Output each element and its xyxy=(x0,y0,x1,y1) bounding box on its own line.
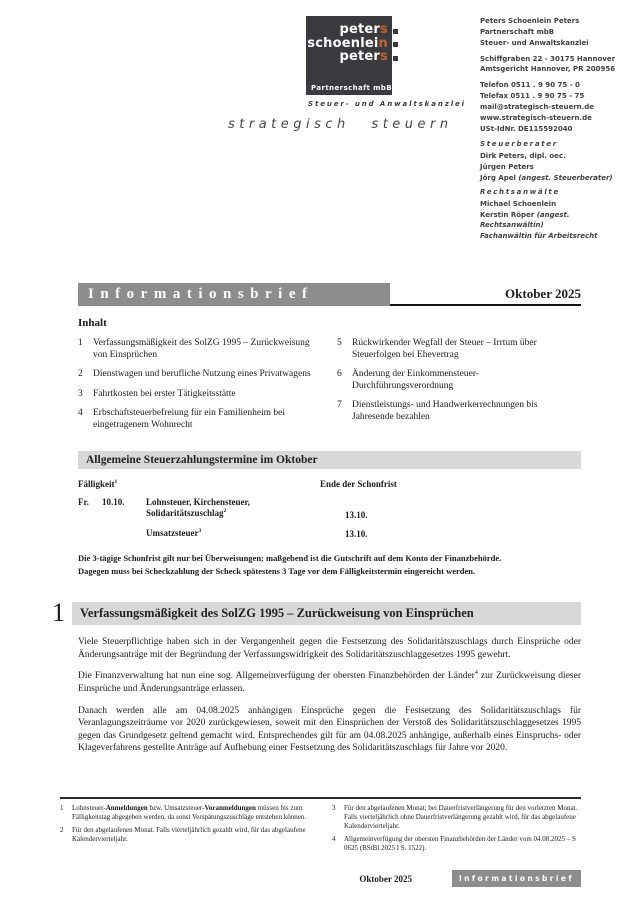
person-line: Fachanwältin für Arbeitsrecht xyxy=(480,232,598,241)
schedule-note-line: Die 3-tägige Schonfrist gilt nur bei Überweisungen; maßgebend ist die Gutschrift auf dem Konto der Finanzbehörde. xyxy=(78,552,502,563)
schedule-row xyxy=(78,497,581,520)
toc-column-left xyxy=(78,338,321,439)
logo-accent-letter: s xyxy=(380,49,388,64)
schedule-row xyxy=(78,528,581,539)
article-1-body xyxy=(78,636,581,764)
person-line: Kerstin Röper (angest. Rechtsanwältin) xyxy=(480,210,570,230)
schedule-due-date: 10.10. xyxy=(102,497,125,507)
logo-word: peter xyxy=(339,22,381,37)
footnotes-column-right xyxy=(332,804,580,857)
toc-item xyxy=(78,338,321,361)
article-number: 1 xyxy=(52,598,65,627)
tax-schedule-section xyxy=(78,451,581,577)
schedule-tax-line: Umsatzsteuer$^3$ xyxy=(146,527,202,538)
schedule-tax-line: Lohnsteuer, Kirchensteuer, xyxy=(146,497,250,507)
logo-accent-letter: n xyxy=(378,35,388,51)
footnote-text: Lohnsteuer-Anmeldungen bzw. Umsatzsteuer-Voranmeldungen müssen bis zum Fälligkeitstag abgegeben werden, da sonst Verspätungszuschläge entstehen können. xyxy=(72,804,307,822)
person-line: Dirk Peters, dipl. oec. xyxy=(480,152,566,161)
schedule-grace-date: 13.10. xyxy=(345,528,368,539)
logo-line-schoenlein xyxy=(307,37,388,51)
toc-item-text: Änderung der Einkommensteuer-Durchführungsverordnung xyxy=(352,369,479,391)
contact-comm-group xyxy=(480,80,630,134)
toc-item xyxy=(337,369,580,392)
schedule-col-header-end: Ende der Schonfrist xyxy=(320,479,397,489)
rechtsanwaelte-heading: Rechtsanwälte xyxy=(480,187,560,196)
toc-item-number: 3 xyxy=(78,388,83,399)
logo-wordmark xyxy=(307,23,388,64)
kanzlei-tagline: Steuer- und Anwaltskanzlei xyxy=(308,100,466,108)
logo-accent-letter: s xyxy=(380,22,388,37)
contact-fax: Telefax 0511 . 9 90 75 - 75 xyxy=(480,92,585,101)
schedule-note-line: Dagegen muss bei Scheckzahlung der Scheck spätestens 3 Tage vor dem Fälligkeitstermin eingereicht werden. xyxy=(78,565,476,576)
logo-word: schoenlei xyxy=(307,35,379,51)
schedule-grace-date: 13.10. xyxy=(345,509,368,520)
square-bullet-icon xyxy=(393,42,398,47)
contact-firm-type: Steuer- und Anwaltskanzlei xyxy=(480,38,589,47)
schedule-header-row xyxy=(78,479,581,489)
contact-firm-name: Peters Schoenlein Peters xyxy=(480,17,580,25)
toc-heading: Inhalt xyxy=(78,317,107,329)
contact-website: www.strategisch-steuern.de xyxy=(480,113,592,122)
firm-logo xyxy=(306,16,392,95)
footnote-item xyxy=(60,804,308,822)
footnote-number: 2 xyxy=(60,826,64,835)
footnote-number: 3 xyxy=(332,804,336,812)
toc-item-text: Erbschaftsteuerbefreiung für ein Familienheim bei eingetragenem Wohnrecht xyxy=(93,408,286,430)
contact-register: Amtsgericht Hannover, PR 200956 xyxy=(480,65,616,74)
page-footer xyxy=(78,870,581,887)
toc-item-number: 4 xyxy=(78,408,83,419)
firm-slogan: strategisch steuern xyxy=(228,117,453,132)
footnote-item xyxy=(332,835,580,853)
issue-date: Oktober 2025 xyxy=(390,286,581,306)
toc-item xyxy=(337,338,580,361)
article-paragraph: Die Finanzverwaltung hat nun eine sog. Allgemeinverfügung der obersten Finanzbehörden der Länder$^4$ zur Zurückweisung dieser Einsprüche und Änderungsanträge erlassen. xyxy=(78,670,581,694)
footnotes-block xyxy=(60,797,581,857)
newsletter-title: Informationsbrief xyxy=(78,283,390,306)
logo-line-peters-2 xyxy=(307,50,388,64)
person-line: Jürgen Peters xyxy=(480,163,534,172)
schedule-tax-names xyxy=(146,528,320,539)
footnote-text: Für den abgelaufenen Monat; bei Dauerfristverlängerung für den vorletzten Monat. Falls vierteljährlich ohne Dauerfristverlängerung gezahlt wird, für das abgelaufene Kalendervierteljahr. xyxy=(344,804,578,831)
square-bullet-icon xyxy=(393,29,398,34)
toc-item xyxy=(78,369,321,381)
schedule-due-date xyxy=(102,528,146,539)
person-line: Jörg Apel (angest. Steuerberater) xyxy=(480,173,613,182)
footnote-item xyxy=(332,804,580,831)
schedule-day: Fr. xyxy=(78,497,89,507)
contact-street: Schiffgraben 22 - 30175 Hannover xyxy=(480,54,616,63)
footnotes-column-left xyxy=(60,804,308,857)
toc-item xyxy=(337,400,580,423)
footnote-number: 1 xyxy=(60,804,64,812)
titlebar xyxy=(78,283,581,306)
square-bullet-icon xyxy=(393,56,398,61)
toc-item-number: 5 xyxy=(337,338,342,348)
article-title-band: Verfassungsmäßigkeit des SolZG 1995 – Zurückweisung von Einsprüchen xyxy=(72,602,581,625)
toc-item-text: Fahrtkosten bei erster Tätigkeitsstätte xyxy=(93,388,236,399)
toc-item-number: 1 xyxy=(78,338,83,348)
toc-item-text: Dienstwagen und berufliche Nutzung eines Privatwagens xyxy=(93,369,311,380)
toc-item-number: 7 xyxy=(337,400,342,411)
article-paragraph: Viele Steuerpflichtige haben sich in der Vergangenheit gegen die Festsetzung des Solidaritätszuschlags durch Einsprüche oder Änderungsanträge mit der Begründung der Verfassungswidrigkeit des Solidaritätszuschlaggesetzes 1995 gewehrt. xyxy=(78,637,581,660)
schedule-col-header-due: Fälligkeit$^1$ xyxy=(78,479,118,489)
toc-column-right xyxy=(337,338,580,439)
steuerberater-heading: Steuerberater xyxy=(480,140,558,149)
schedule-tax-line: Solidaritätszuschlag$^2$ xyxy=(146,508,227,519)
contact-phone: Telefon 0511 . 9 90 75 - 0 xyxy=(480,81,580,90)
toc-item-number: 2 xyxy=(78,369,83,380)
toc-item-number: 6 xyxy=(337,369,342,380)
footer-badge: Informationsbrief xyxy=(452,870,581,887)
toc-item-text: Rückwirkender Wegfall der Steuer – Irrtum über Steuerfolgen bei Ehevertrag xyxy=(352,338,537,360)
footnote-text: Für den abgelaufenen Monat. Falls vierteljährlich gezahlt wird, für das abgelaufene Kalendervierteljahr. xyxy=(72,826,306,844)
footer-date: Oktober 2025 xyxy=(359,873,412,884)
contact-email: mail@strategisch-steuern.de xyxy=(480,102,595,111)
toc-columns xyxy=(78,338,581,439)
article-1-heading xyxy=(52,598,581,627)
table-of-contents xyxy=(78,317,581,439)
schedule-day xyxy=(78,528,102,539)
contact-firm-form: Partnerschaft mbB xyxy=(480,27,555,36)
toc-item-text: Dienstleistungs- und Handwerkerrechnungen bis Jahresende bezahlen xyxy=(352,400,538,422)
person-line: Michael Schoenlein xyxy=(480,199,557,208)
schedule-tax-names xyxy=(146,497,320,520)
footnote-item xyxy=(60,826,308,844)
schedule-notes xyxy=(78,552,581,578)
toc-item xyxy=(78,389,321,401)
toc-item-text: Verfassungsmäßigkeit des SolZG 1995 – Zurückweisung von Einsprüchen xyxy=(93,338,310,360)
partnership-label: Partnerschaft mbB xyxy=(311,84,392,92)
toc-item xyxy=(78,408,321,431)
logo-line-peters-1 xyxy=(307,23,388,37)
contact-firm-group xyxy=(480,16,630,49)
logo-word: peter xyxy=(339,49,381,64)
contact-vat-id: USt-IdNr. DE115592040 xyxy=(480,124,573,133)
contact-address-group xyxy=(480,54,630,76)
footnote-text: Allgemeinverfügung der obersten Finanzbehörden der Länder vom 04.08.2025 – S 0625 (BStBl 2025 I S. 1522). xyxy=(344,835,576,853)
contact-block xyxy=(480,16,630,242)
footnote-number: 4 xyxy=(332,835,336,844)
schedule-title-band: Allgemeine Steuerzahlungstermine im Oktober xyxy=(78,451,581,469)
article-paragraph: Danach werden alle am 04.08.2025 anhängigen Einsprüche gegen die Festsetzung des Solidaritätszuschlags für Veranlagungszeiträume vor 2020 zurückgewiesen, soweit mit den Einsprüchen der Verstoß des Solidaritätszuschlaggesetzes 1995 gegen das Grundgesetz geltend gemacht wird. Entsprechendes gilt für am 04.08.2025 anhängige, außerhalb eines Einspruchs- oder Klageverfahrens gestellte Anträge auf Aufhebung einer Festsetzung des Solidaritätszuschlags für Jahre vor 2020. xyxy=(78,705,581,754)
